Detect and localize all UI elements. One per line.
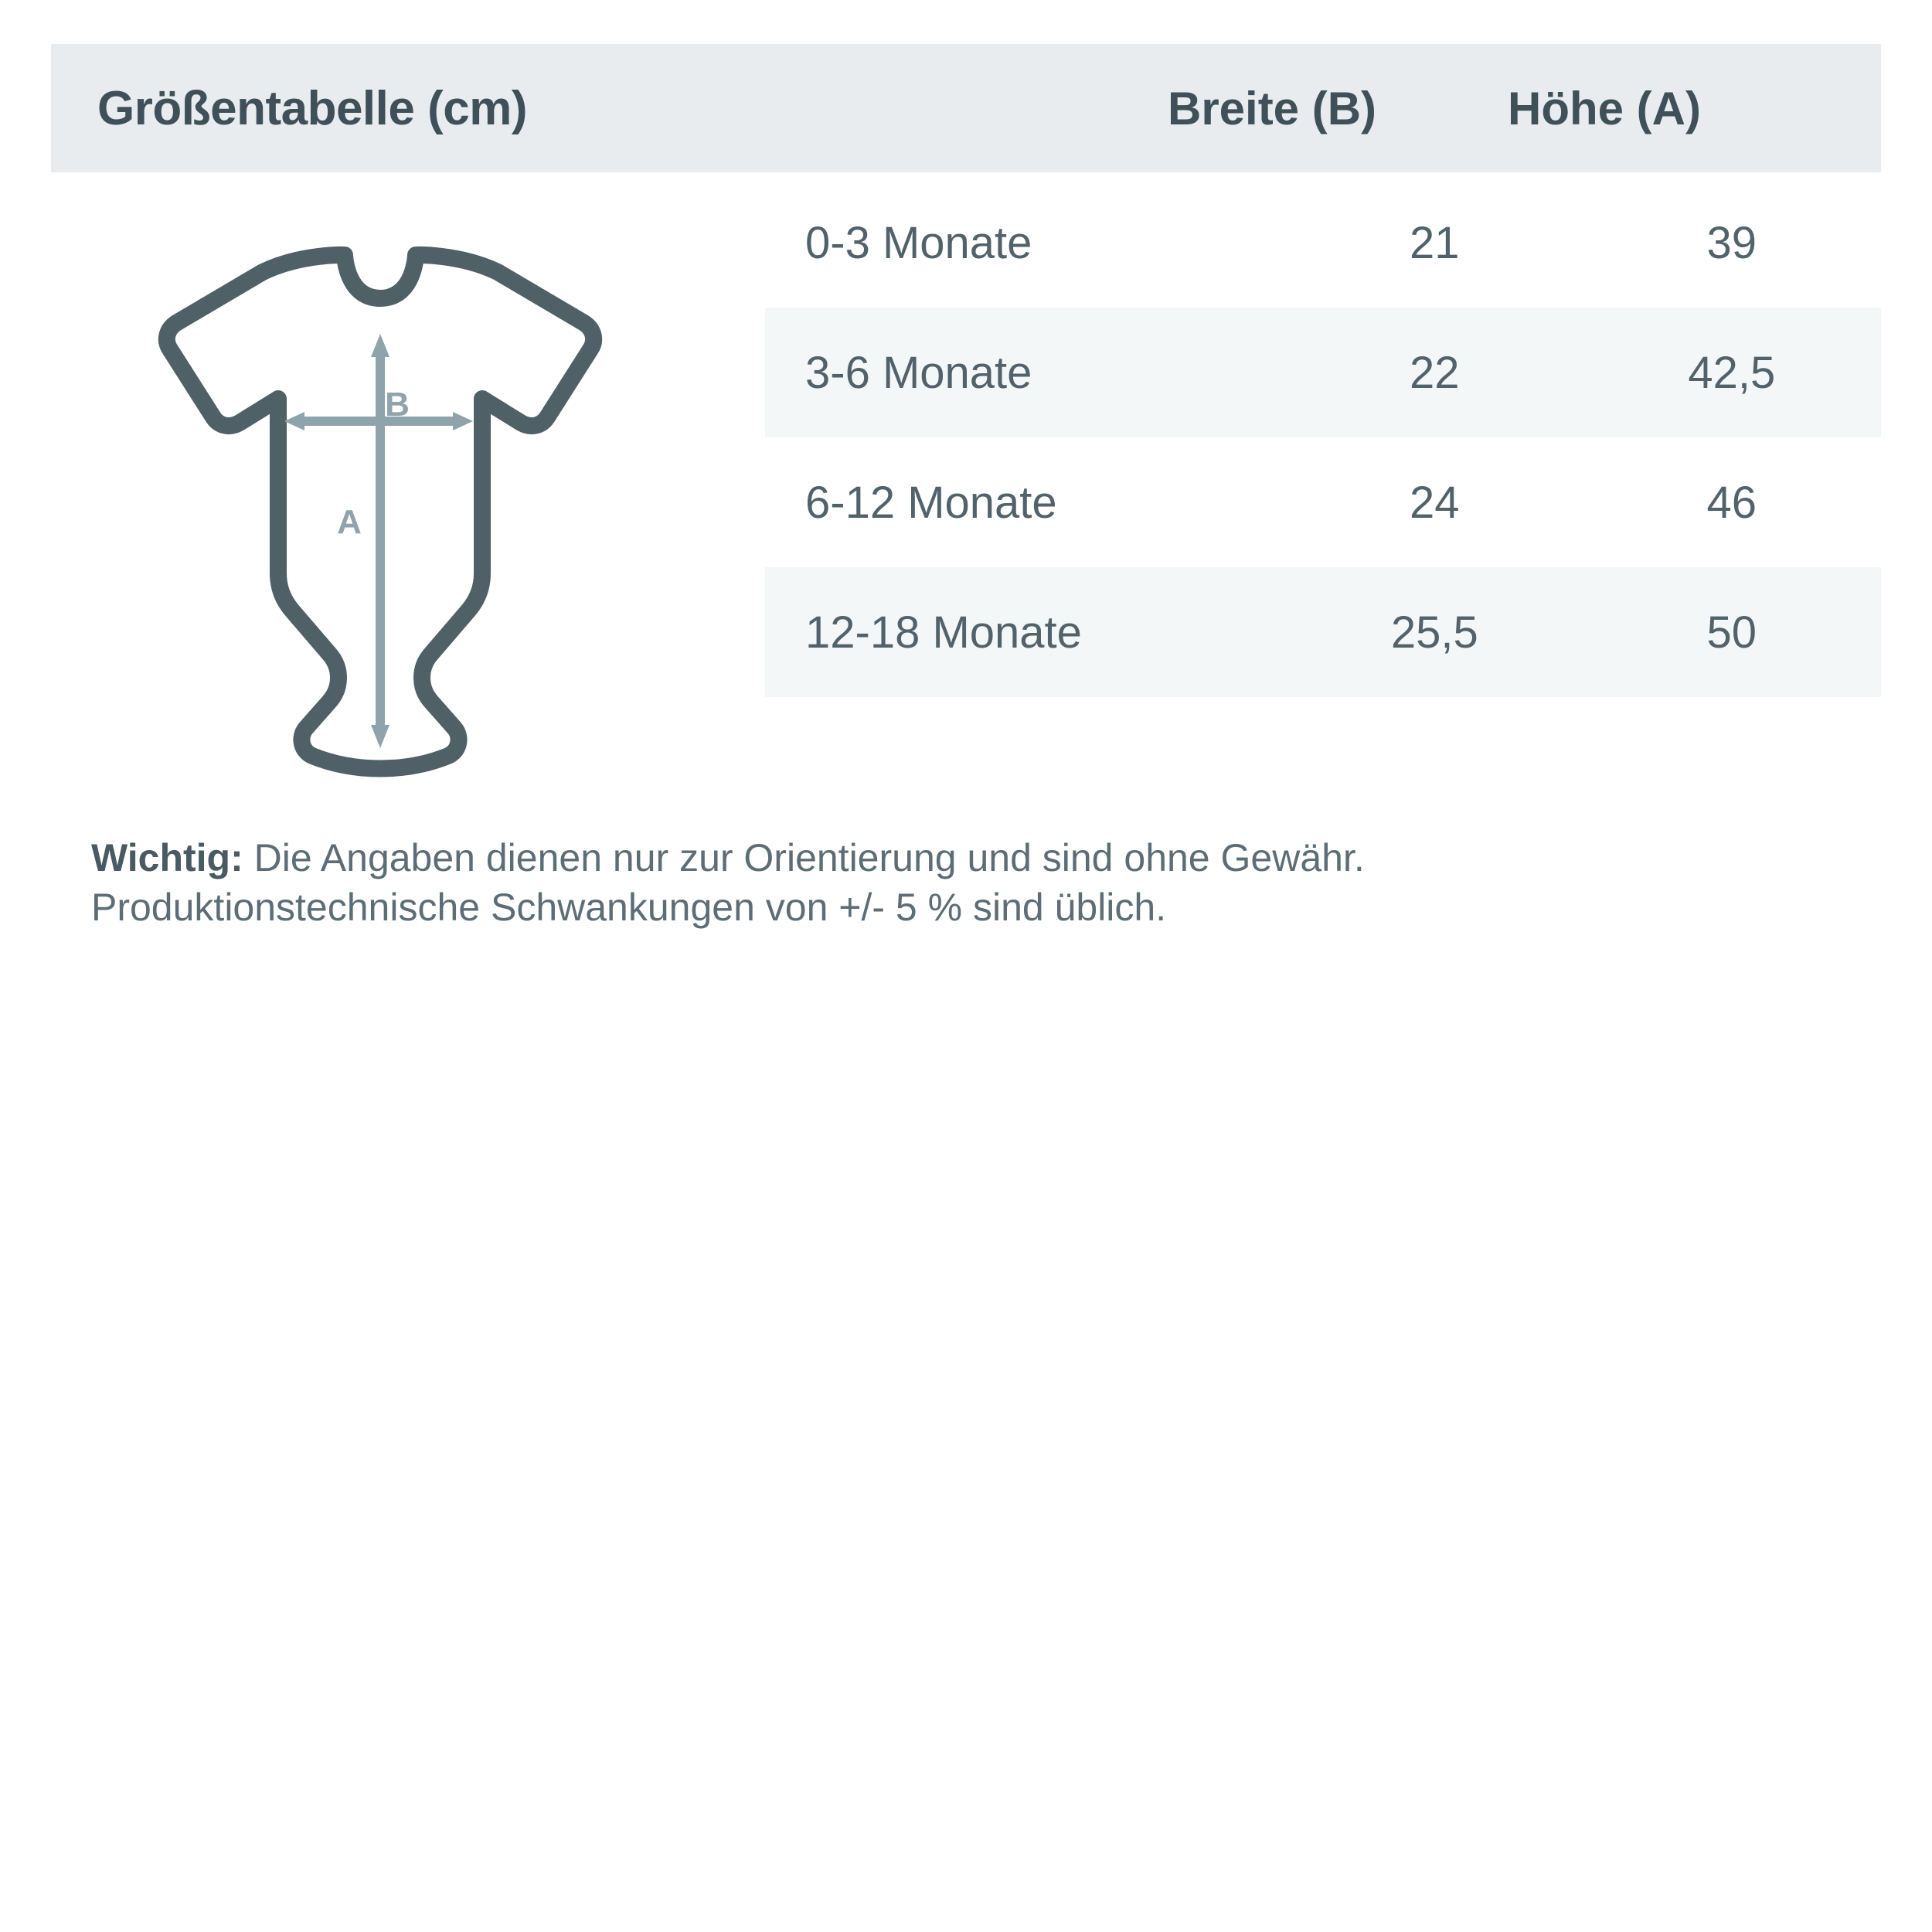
row-size-label: 12-18 Monate bbox=[805, 607, 1082, 658]
row-size-label: 3-6 Monate bbox=[805, 347, 1032, 398]
size-table bbox=[765, 178, 1881, 697]
page-title: Größentabelle (cm) bbox=[97, 81, 527, 135]
disclaimer-lead: Wichtig: bbox=[91, 836, 243, 879]
disclaimer-line-1: Die Angaben dienen nur zur Orientierung und sind ohne Gewähr. bbox=[243, 836, 1365, 879]
row-height-value: 50 bbox=[1706, 607, 1757, 658]
bodysuit-diagram bbox=[147, 224, 688, 781]
width-label: B bbox=[385, 386, 410, 423]
row-width-value: 24 bbox=[1410, 477, 1460, 528]
column-header-height: Höhe (A) bbox=[1508, 82, 1701, 134]
row-width-value: 25,5 bbox=[1390, 607, 1478, 658]
table-row bbox=[765, 437, 1881, 567]
disclaimer-line-2: Produktionstechnische Schwankungen von +/- 5 % sind üblich. bbox=[91, 886, 1167, 929]
row-height-value: 39 bbox=[1706, 217, 1757, 268]
row-width-value: 21 bbox=[1410, 217, 1460, 268]
table-row bbox=[765, 178, 1881, 308]
row-height-value: 42,5 bbox=[1688, 347, 1776, 398]
table-row bbox=[765, 567, 1881, 697]
table-header-band bbox=[51, 44, 1881, 172]
row-width-value: 22 bbox=[1410, 347, 1460, 398]
row-height-value: 46 bbox=[1706, 477, 1757, 528]
row-size-label: 0-3 Monate bbox=[805, 217, 1032, 268]
height-label: A bbox=[337, 503, 362, 541]
disclaimer-note bbox=[91, 833, 1869, 932]
column-header-width: Breite (B) bbox=[1167, 82, 1377, 134]
row-size-label: 6-12 Monate bbox=[805, 477, 1057, 528]
table-row bbox=[765, 308, 1881, 437]
